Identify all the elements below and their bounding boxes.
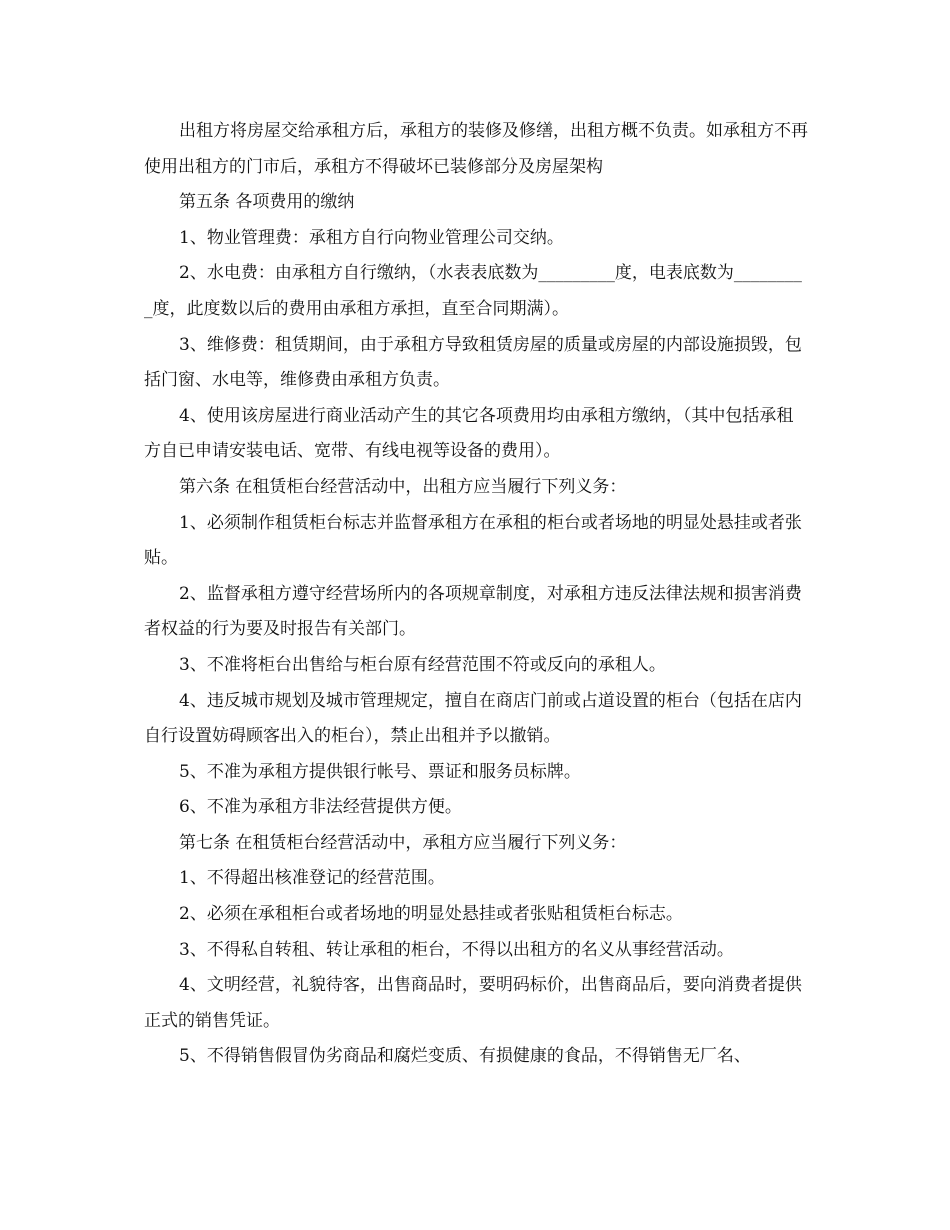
paragraph-maintenance-fee: 3、维修费：租赁期间，由于承租方导致租赁房屋的质量或房屋的内部设施损毁，包括门窗、水电等，维修费由承租方负责。 [144, 334, 802, 391]
paragraph-lessor-duty-6: 6、不准为承租方非法经营提供方便。 [179, 797, 462, 818]
paragraph-repair-responsibility: 出租方将房屋交给承租方后，承租方的装修及修缮，出租方概不负责。如承租方不再使用出租方的门市后，承租方不得破坏已装修部分及房屋架构 [144, 121, 808, 177]
heading-article-6: 第六条 在租赁柜台经营活动中，出租方应当履行下列义务： [179, 476, 627, 497]
paragraph-lessee-duty-1: 1、不得超出核准登记的经营范围。 [179, 868, 445, 889]
paragraph-lessor-duty-4: 4、违反城市规划及城市管理规定，擅自在商店门前或占道设置的柜台（包括在店内自行设置妨碍顾客出入的柜台），禁止出租并予以撤销。 [144, 690, 802, 747]
paragraph-lessee-duty-2: 2、必须在承租柜台或者场地的明显处悬挂或者张贴租赁柜台标志。 [179, 904, 683, 925]
paragraph-lessor-duty-5: 5、不准为承租方提供银行帐号、票证和服务员标牌。 [179, 761, 581, 782]
document-body [144, 114, 810, 1075]
paragraph-lessor-duty-3: 3、不准将柜台出售给与柜台原有经营范围不符或反向的承租人。 [179, 654, 666, 675]
paragraph-lessee-duty-3: 3、不得私自转租、转让承租的柜台，不得以出租方的名义从事经营活动。 [179, 939, 734, 960]
paragraph-property-fee: 1、物业管理费：承租方自行向物业管理公司交纳。 [179, 227, 564, 248]
paragraph-lessee-duty-4: 4、文明经营，礼貌待客，出售商品时，要明码标价，出售商品后，要向消费者提供正式的销售凭证。 [144, 975, 802, 1031]
heading-article-7: 第七条 在租赁柜台经营活动中，承租方应当履行下列义务： [179, 832, 627, 853]
paragraph-other-fees: 4、使用该房屋进行商业活动产生的其它各项费用均由承租方缴纳，（其中包括承租方自已申请安装电话、宽带、有线电视等设备的费用）。 [144, 405, 794, 462]
heading-article-5: 第五条 各项费用的缴纳 [179, 192, 355, 213]
paragraph-lessor-duty-2: 2、监督承租方遵守经营场所内的各项规章制度，对承租方违反法律法规和损害消费者权益的行为要及时报告有关部门。 [144, 583, 802, 640]
paragraph-lessee-duty-5: 5、不得销售假冒伪劣商品和腐烂变质、有损健康的食品，不得销售无厂名、 [179, 1046, 751, 1067]
paragraph-lessor-duty-1: 1、必须制作租赁柜台标志并监督承租方在承租的柜台或者场地的明显处悬挂或者张贴。 [144, 512, 802, 569]
paragraph-utility-fee: 2、水电费：由承租方自行缴纳，（水表表底数为_________度，电表底数为_________度，此度数以后的费用由承租方承担，直至合同期满）。 [144, 263, 802, 319]
